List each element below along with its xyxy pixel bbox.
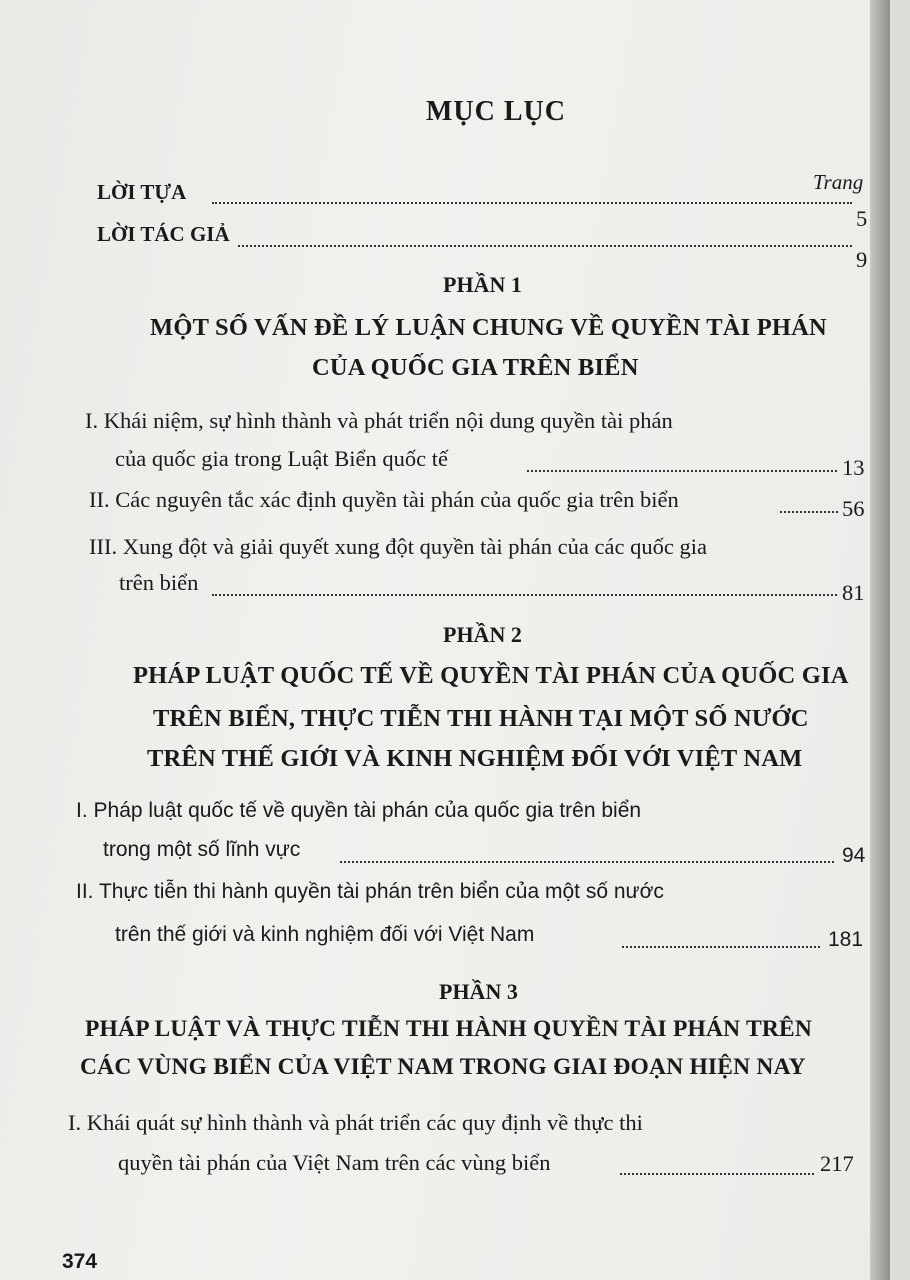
part-1-entry-3-line-1: III. Xung đột và giải quyết xung đột quyền tài phán của các quốc gia — [89, 534, 707, 559]
leader-dots — [212, 202, 852, 204]
part-1-heading-line-2: CỦA QUỐC GIA TRÊN BIỂN — [312, 354, 639, 381]
page-number: 374 — [62, 1250, 98, 1273]
part-1-entry-3-page: 81 — [842, 580, 865, 605]
part-3-entry-1-page: 217 — [820, 1151, 854, 1176]
part-3-heading-line-2: CÁC VÙNG BIỂN CỦA VIỆT NAM TRONG GIAI ĐOẠN HIỆN NAY — [80, 1054, 806, 1080]
leader-dots — [620, 1173, 814, 1175]
toc-entry-preface-label: LỜI TỰA — [97, 180, 187, 204]
leader-dots — [238, 245, 852, 247]
part-2-label: PHẦN 2 — [443, 622, 522, 647]
leader-dots — [527, 470, 837, 472]
page-column-label: Trang — [813, 170, 864, 194]
part-1-entry-2-line-1: II. Các nguyên tắc xác định quyền tài phán của quốc gia trên biển — [89, 487, 679, 512]
leader-dots — [622, 946, 820, 948]
leader-dots — [212, 594, 837, 596]
part-2-heading-line-2: TRÊN BIỂN, THỰC TIỄN THI HÀNH TẠI MỘT SỐ NƯỚC — [153, 705, 809, 732]
part-2-entry-1-line-1: I. Pháp luật quốc tế về quyền tài phán của quốc gia trên biển — [76, 799, 642, 822]
toc-entry-author-label: LỜI TÁC GIẢ — [97, 222, 230, 246]
part-3-entry-1-line-1: I. Khái quát sự hình thành và phát triển các quy định về thực thi — [68, 1110, 643, 1135]
part-3-entry-1-line-2: quyền tài phán của Việt Nam trên các vùng biển — [118, 1150, 551, 1175]
part-3-label: PHẦN 3 — [439, 979, 518, 1004]
page-edge — [870, 0, 890, 1280]
part-1-heading-line-1: MỘT SỐ VẤN ĐỀ LÝ LUẬN CHUNG VỀ QUYỀN TÀI PHÁN — [150, 314, 827, 341]
part-3-heading-line-1: PHÁP LUẬT VÀ THỰC TIỄN THI HÀNH QUYỀN TÀI PHÁN TRÊN — [85, 1016, 813, 1042]
toc-title: MỤC LỤC — [426, 96, 566, 127]
toc-entry-preface-page: 5 — [856, 206, 868, 231]
part-2-entry-1-page: 94 — [842, 844, 866, 867]
part-2-heading-line-1: PHÁP LUẬT QUỐC TẾ VỀ QUYỀN TÀI PHÁN CỦA QUỐC GIA — [133, 662, 849, 689]
part-1-entry-1-line-2: của quốc gia trong Luật Biển quốc tế — [115, 446, 449, 471]
part-2-entry-2-line-1: II. Thực tiễn thi hành quyền tài phán trên biển của một số nước — [76, 880, 664, 903]
part-1-entry-1-page: 13 — [842, 455, 865, 480]
leader-dots — [340, 861, 834, 863]
part-1-entry-2-page: 56 — [842, 496, 865, 521]
part-2-entry-2-line-2: trên thế giới và kinh nghiệm đối với Việt Nam — [115, 923, 535, 946]
part-2-entry-2-page: 181 — [828, 928, 864, 951]
part-1-entry-3-line-2: trên biển — [119, 570, 199, 595]
part-2-heading-line-3: TRÊN THẾ GIỚI VÀ KINH NGHIỆM ĐỐI VỚI VIỆT NAM — [147, 745, 803, 772]
part-2-entry-1-line-2: trong một số lĩnh vực — [103, 838, 301, 861]
toc-entry-author-page: 9 — [856, 247, 868, 272]
leader-dots — [780, 511, 838, 513]
part-1-label: PHẦN 1 — [443, 272, 522, 297]
part-1-entry-1-line-1: I. Khái niệm, sự hình thành và phát triển nội dung quyền tài phán — [85, 408, 673, 433]
